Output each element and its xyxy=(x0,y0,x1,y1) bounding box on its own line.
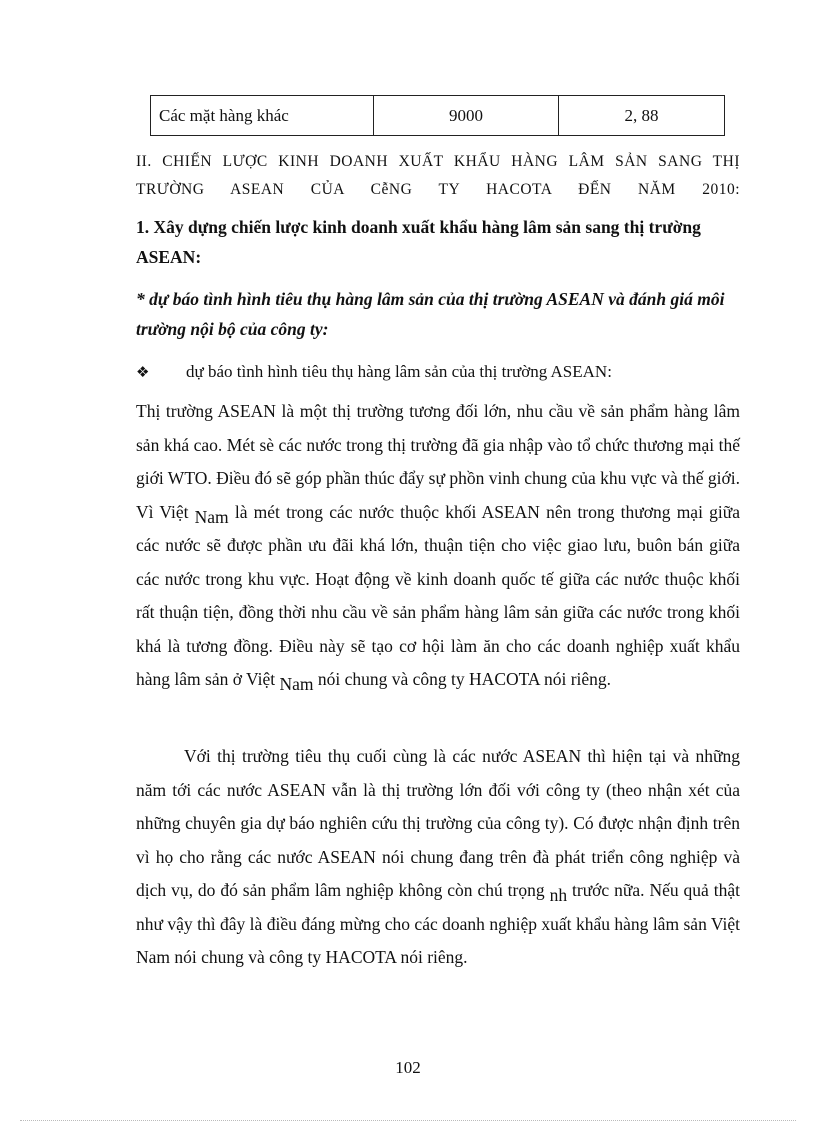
paragraph-1-text-a: Thị trường ASEAN là một thị trường tương đối lớn, nhu cầu về sản phẩm hàng lâm sản khá cao. Mét sè các nước trong thị trường đã gia nhập vào tổ chức thương mại thế giới WTO. Điều đó sẽ góp phần thúc đẩy sự phồn vinh chung của khu vực và thế giới. Vì Việt xyxy=(136,401,740,522)
paragraph-1-sub-a: Nam xyxy=(194,506,229,527)
table-cell-value: 9000 xyxy=(374,96,559,136)
page-number: 102 xyxy=(395,1058,421,1077)
paragraph-1 xyxy=(136,395,740,697)
section-heading-line2: TRƯỜNG ASEAN CỦA CễNG TY HACOTA ĐẾN NĂM 2010: xyxy=(136,181,740,198)
paragraph-2-text-b: trước nữa. Nếu quả thật như vậy thì đây là điều đáng mừng cho các doanh nghiệp xuất khẩu hàng lâm sản Việt Nam nói chung và công ty HACOTA nói riêng. xyxy=(136,880,740,967)
bullet-text: dự báo tình hình tiêu thụ hàng lâm sản của thị trường ASEAN: xyxy=(186,362,612,381)
diamond-bullet-icon: ❖ xyxy=(136,363,150,381)
table-cell-percent: 2, 88 xyxy=(559,96,725,136)
paragraph-2-text-a: Với thị trường tiêu thụ cuối cùng là các nước ASEAN thì hiện tại và những năm tới các nước ASEAN vẫn là thị trường lớn đối với công ty (theo nhận xét của những chuyên gia dự báo nghiên cứu thị trường của công ty). Có được nhận định trên vì họ cho rằng các nước ASEAN nói chung đang trên đà phát triển công nghiệp và dịch vụ, do đó sản phẩm lâm nghiệp không còn chú trọng xyxy=(136,746,740,900)
section-heading xyxy=(136,148,740,204)
table-cell-item: Các mặt hàng khác xyxy=(151,96,374,136)
bullet-item xyxy=(136,358,740,386)
paragraph-2-sub-a: nh xyxy=(549,885,568,905)
page-bottom-divider xyxy=(20,1120,796,1121)
italic-heading: * dự báo tình hình tiêu thụ hàng lâm sản của thị trường ASEAN và đánh giá môi trường nội bộ của công ty: xyxy=(136,289,725,339)
paragraph-1-sub-b: Nam xyxy=(279,674,314,694)
subheading: 1. Xây dựng chiến lược kinh doanh xuất khẩu hàng lâm sản sang thị trường ASEAN: xyxy=(136,217,701,267)
table-row xyxy=(151,96,725,136)
section-heading-line1: II. CHIẾN LƯỢC KINH DOANH XUẤT KHẨU HÀNG LÂM SẢN SANG THỊ xyxy=(136,153,740,170)
paragraph-1-text-b: là mét trong các nước thuộc khối ASEAN nên trong thương mại giữa các nước sẽ được phần ưu đãi khá lớn, thuận tiện cho việc giao lưu, buôn bán giữa các nước trong khu vực. Hoạt động về kinh doanh quốc tế giữa các nước thuộc khối rất thuận tiện, đồng thời nhu cầu về sản phẩm hàng lâm sản giữa các nước trong khối khá là tương đồng. Điều này sẽ tạo cơ hội làm ăn cho các doanh nghiệp xuất khẩu hàng lâm sản ở Việt xyxy=(136,501,740,689)
paragraph-1-text-c: nói chung và công ty HACOTA nói riêng. xyxy=(313,669,612,689)
paragraph-2 xyxy=(136,740,740,975)
data-table xyxy=(150,95,725,136)
